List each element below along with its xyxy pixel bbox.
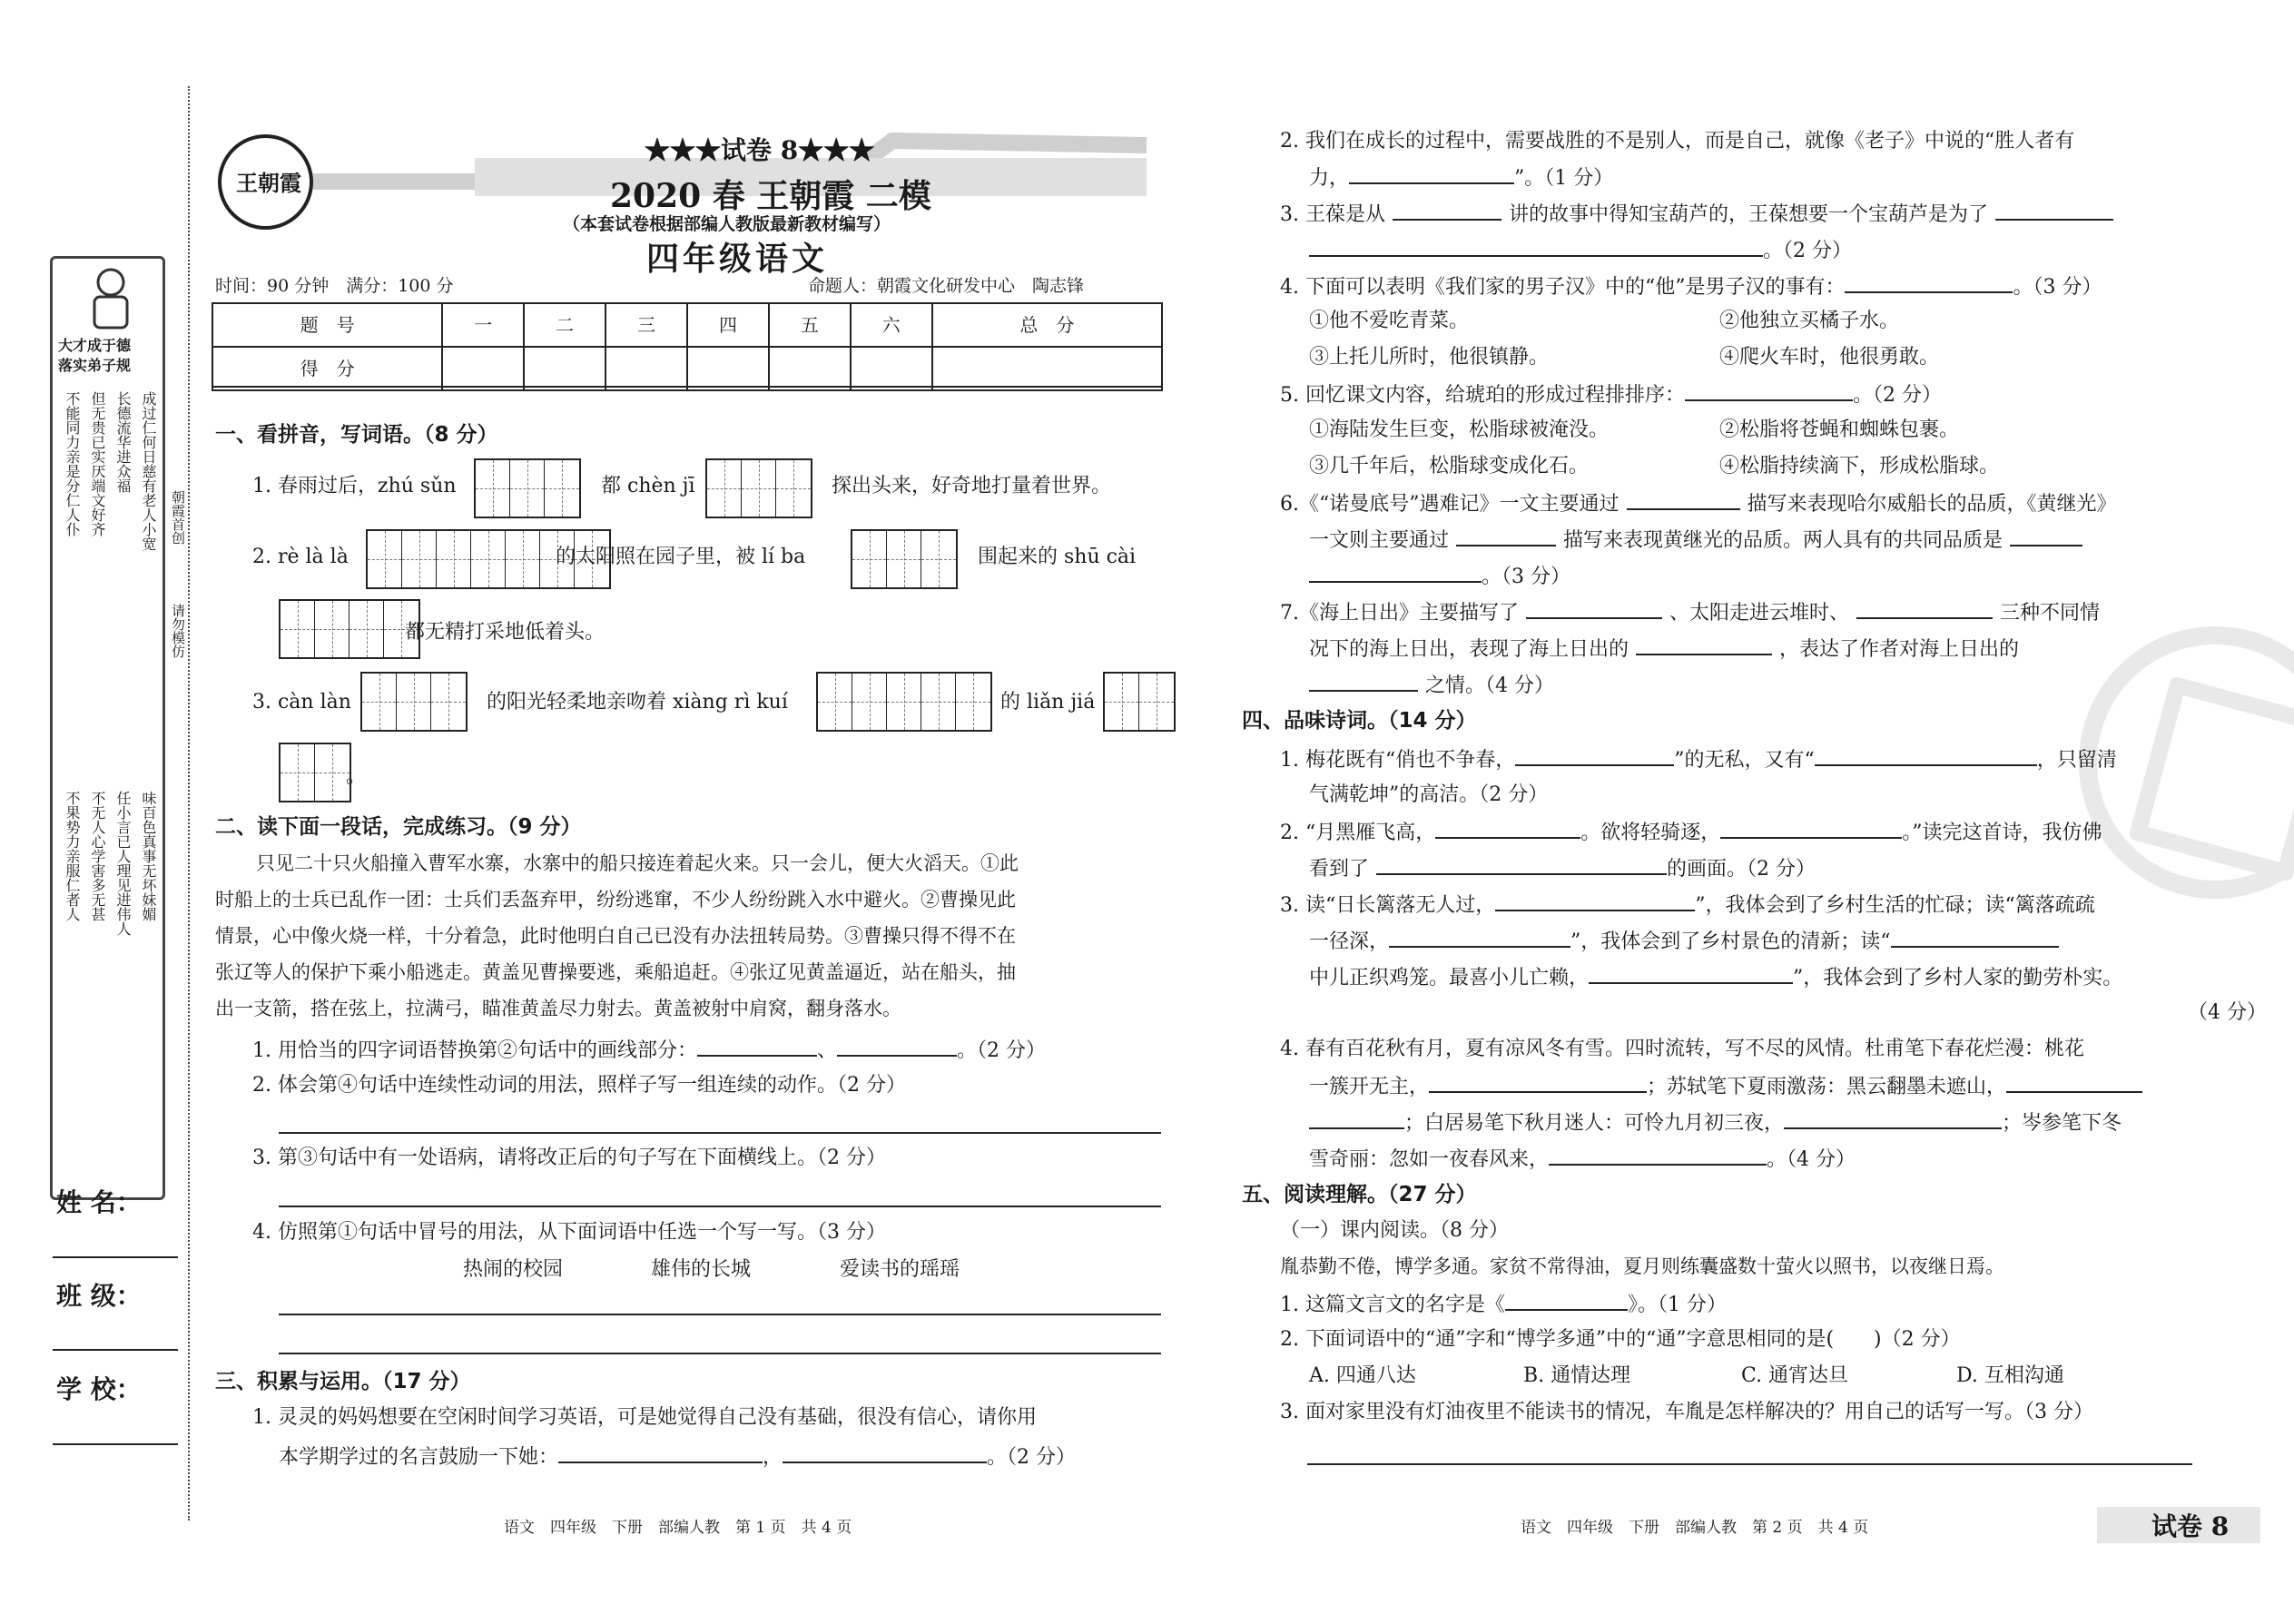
class-field[interactable] xyxy=(53,1349,178,1351)
q3-1-prompt: 本学期学过的名言鼓励一下她： xyxy=(279,1446,559,1469)
option: ③上托儿所时，他很镇静。 xyxy=(1309,346,1550,369)
r-text: 6.《“诺曼底号”遇难记》一文主要通过 xyxy=(1280,493,1620,516)
sidebar-col: 不能同力亲是分仁人仆 xyxy=(64,391,81,536)
r-text: 描写来表现黄继光的品质。两人具有的共同品质是 xyxy=(1563,529,2004,552)
sidebar-col: 长德流华进众福 xyxy=(114,391,132,493)
r-text: 三种不同情 xyxy=(2000,602,2101,625)
sidebar-motto-1: 大才成于德 xyxy=(58,337,132,354)
q1-1-text-a: 1. 春雨过后，zhú sǔn xyxy=(252,475,457,497)
answer-blank[interactable] xyxy=(1995,201,2113,221)
r-text: 况下的海上日出，表现了海上日出的 xyxy=(1309,638,1629,661)
r-text: 雪奇丽：忽如一夜春风来， xyxy=(1309,1148,1550,1171)
score-table xyxy=(212,302,1163,391)
section-1-title: 一、看拼音，写词语。（8 分） xyxy=(215,423,498,447)
r-text: 、太阳走进云堆时、 xyxy=(1669,602,1850,625)
r-line xyxy=(1280,1291,1727,1319)
r-text: 讲的故事中得知宝葫芦的，王葆想要一个宝葫芦是为了 xyxy=(1508,203,1988,226)
option-word: 热闹的校园 xyxy=(463,1258,564,1281)
q2-3-text: 3. 第③句话中有一处语病，请将改正后的句子写在下面横线上。（2 分） xyxy=(252,1147,886,1169)
r-line xyxy=(1309,1073,2142,1101)
option: ①他不爱吃青菜。 xyxy=(1309,310,1470,332)
exam-subtitle: （本套试卷根据部编人教版最新教材编写） xyxy=(563,214,891,234)
sidebar-col: 但无贵已实厌端文好齐 xyxy=(89,391,106,536)
r-line xyxy=(1280,381,1942,409)
choice-option: A. 四通八达 xyxy=(1309,1364,1416,1387)
answer-blank[interactable] xyxy=(1515,746,1674,766)
r-text: 1. 这篇文言文的名字是《 xyxy=(1280,1294,1505,1316)
r-line: （一）课内阅读。（8 分） xyxy=(1280,1219,1509,1242)
score-header-cell: 四 xyxy=(687,303,769,347)
answer-line[interactable] xyxy=(279,1132,1161,1134)
r-text: 一文则主要通过 xyxy=(1309,529,1450,552)
r-line xyxy=(1280,273,2102,301)
option: ②松脂将苍蝇和蜘蛛包裹。 xyxy=(1719,418,1960,441)
exam-title: 2020 春 王朝霞 二模 xyxy=(610,177,931,215)
answer-blank[interactable] xyxy=(1456,527,1556,546)
r-line xyxy=(1280,599,2100,627)
q2-2-text: 2. 体会第④句话中连续性动词的用法，照样子写一组连续的动作。（2 分） xyxy=(252,1074,906,1097)
score-cell[interactable] xyxy=(605,347,687,390)
sidebar-col: 不果势力亲服仁者人 xyxy=(64,791,81,921)
r-line xyxy=(1280,746,2117,774)
answer-blank[interactable] xyxy=(1309,563,1482,583)
r-text: 。（3 分） xyxy=(2013,276,2102,299)
sidebar-columns xyxy=(58,391,160,1190)
subject-title: 四年级语文 xyxy=(646,240,829,278)
r-text: ”，我体会到了乡村人家的勤劳朴实。 xyxy=(1793,967,2123,989)
answer-blank[interactable] xyxy=(1685,381,1853,401)
q3-1-text-b xyxy=(279,1443,1076,1471)
r-text: 力， xyxy=(1309,167,1350,190)
r-text: 之情。（4 分） xyxy=(1425,674,1554,697)
q1-1-text-c: 探出头来，好奇地打量着世界。 xyxy=(832,475,1112,497)
q2-1-score: 。（2 分） xyxy=(957,1039,1047,1062)
r-line xyxy=(1309,237,1852,265)
q3-1-text-a: 1. 灵灵的妈妈想要在空闲时间学习英语，可是她觉得自己没有基础，很没有信心，请你用 xyxy=(252,1406,1037,1429)
r-text: 5. 回忆课文内容，给琥珀的形成过程排排序： xyxy=(1280,384,1685,407)
sidebar-col: 不无人心学害多无甚 xyxy=(89,791,106,921)
pinyin-grid[interactable] xyxy=(279,599,420,659)
score-header-cell: 六 xyxy=(851,303,932,347)
answer-blank[interactable] xyxy=(1309,672,1418,692)
score-header-cell: 三 xyxy=(605,303,687,347)
answer-blank[interactable] xyxy=(1309,237,1763,257)
q1-3-text-c: 的 liǎn jiá xyxy=(1000,691,1096,714)
answer-blank[interactable] xyxy=(783,1443,987,1463)
answer-blank[interactable] xyxy=(1856,599,1993,619)
answer-blank[interactable] xyxy=(1429,1073,1647,1093)
score-header-cell: 二 xyxy=(524,303,605,347)
passage-line: 情景，心中像火烧一样，十分着急，此时他明白自己已没有办法扭转局势。③曹操只得不得不在 xyxy=(215,925,1016,947)
r-text: ；岑参笔下冬 xyxy=(2002,1112,2122,1135)
q1-3-text-a: 3. càn làn xyxy=(252,691,351,714)
r-line xyxy=(1309,1109,2122,1137)
score-cell[interactable] xyxy=(524,347,605,390)
class-label: 班 级： xyxy=(56,1281,142,1311)
option: ③几千年后，松脂球变成化石。 xyxy=(1309,455,1590,477)
r-text: 2. “月黑雁飞高， xyxy=(1280,822,1436,844)
option: ④爬火车时，他很勇敢。 xyxy=(1719,346,1940,369)
pinyin-grid[interactable] xyxy=(279,743,351,802)
q2-1-prompt: 1. 用恰当的四字词语替换第②句话中的画线部分： xyxy=(252,1039,697,1062)
score-cell[interactable] xyxy=(687,347,769,390)
r-text: 。”读完这首诗，我仿佛 xyxy=(1902,822,2102,844)
r-line xyxy=(1309,635,2019,664)
answer-line[interactable] xyxy=(279,1206,1161,1207)
r-text: ；白居易笔下秋月迷人：可怜九月初三夜， xyxy=(1404,1112,1785,1135)
exam-number: ★★★试卷 8★★★ xyxy=(645,135,875,165)
q1-1-text-b: 都 chèn jī xyxy=(601,475,695,497)
r-text: 。（4 分） xyxy=(1767,1148,1856,1171)
r-line: （4 分） xyxy=(2188,1001,2267,1024)
q1-2-text-c: 围起来的 shū cài xyxy=(978,546,1137,568)
answer-blank[interactable] xyxy=(1435,819,1580,839)
answer-blank[interactable] xyxy=(1549,1146,1767,1166)
sidebar-col: 成过仁何日慈有老人小宽 xyxy=(140,391,157,551)
r-text: 7.《海上日出》主要描写了 xyxy=(1280,602,1519,625)
r-line xyxy=(1280,891,2095,920)
motto-sidebar xyxy=(50,256,165,1200)
logo-seal xyxy=(218,134,313,230)
score-row xyxy=(212,347,1162,390)
passage-line: 张辽等人的保护下乘小船逃走。黄盖见曹操要逃，乘船追赶。④张辽见黄盖逼近，站在船头，抽 xyxy=(215,961,1016,983)
answer-blank[interactable] xyxy=(1393,201,1501,221)
school-label: 学 校： xyxy=(56,1374,142,1404)
answer-blank[interactable] xyxy=(1526,599,1662,619)
r-text: ”，我体会到了乡村生活的忙碌；读“篱落疏疏 xyxy=(1695,894,2095,917)
answer-blank[interactable] xyxy=(1784,1109,2002,1129)
q3-1-score: 。（2 分） xyxy=(987,1446,1077,1469)
page-footer-right: 语文 四年级 下册 部编人教 第 2 页 共 4 页 xyxy=(1521,1519,1869,1537)
passage-line: 只见二十只火船撞入曹军水寨，水寨中的船只接连着起火来。只一会儿，便大火滔天。①此 xyxy=(256,852,1019,874)
r-text: 》。（1 分） xyxy=(1627,1294,1727,1316)
answer-blank[interactable] xyxy=(1349,164,1514,184)
sidebar-motto-2: 落实弟子规 xyxy=(58,357,132,374)
section-5-title: 五、阅读理解。（27 分） xyxy=(1242,1183,1477,1206)
option: ①海陆发生巨变，松脂球被淹没。 xyxy=(1309,418,1610,441)
name-label: 姓 名： xyxy=(56,1187,142,1217)
r-line: 2. 下面词语中的“通”字和“博学多通”中的“通”字意思相同的是( )（2 分） xyxy=(1280,1328,1961,1351)
section-4-title: 四、品味诗词。（14 分） xyxy=(1242,709,1477,733)
r-line xyxy=(1280,201,2113,229)
r-text: 。（3 分） xyxy=(1482,566,1570,588)
choice-option: D. 互相沟通 xyxy=(1956,1364,2064,1387)
r-text: 中儿正织鸡笼。最喜小儿亡赖， xyxy=(1309,967,1590,989)
q1-2-text-a: 2. rè là là xyxy=(252,546,349,568)
q2-1-text xyxy=(252,1037,1046,1065)
r-text: 一径深， xyxy=(1309,930,1390,953)
q1-2-text-b: 的太阳照在园子里，被 lí ba xyxy=(556,546,806,568)
r-line xyxy=(1280,819,2102,847)
r-text: 的画面。（2 分） xyxy=(1667,858,1816,881)
answer-blank[interactable] xyxy=(2010,527,2082,546)
r-text: ；苏轼笔下夏雨激荡：黑云翻墨未遮山， xyxy=(1647,1076,2007,1098)
score-header-cell: 一 xyxy=(442,303,524,347)
sidebar-col: 任小言已人理见进伟人 xyxy=(114,791,132,936)
r-line xyxy=(1309,1146,1856,1174)
answer-line[interactable] xyxy=(1307,1463,2192,1465)
exam-author: 命题人：朝霞文化研发中心 陶志锋 xyxy=(808,276,1085,296)
school-field[interactable] xyxy=(53,1443,178,1445)
r-line xyxy=(1309,964,2122,992)
q1-3-text-b: 的阳光轻柔地亲吻着 xiàng rì kuí xyxy=(487,691,788,714)
option-word: 爱读书的瑶瑶 xyxy=(840,1258,960,1281)
r-text: 4. 下面可以表明《我们家的男子汉》中的“他”是男子汉的事有： xyxy=(1280,276,1846,299)
r-line xyxy=(1309,563,1570,591)
answer-blank[interactable] xyxy=(697,1037,817,1057)
corner-exam-label: 试卷 8 xyxy=(2151,1511,2230,1541)
r-text: 看到了 xyxy=(1309,858,1370,881)
r-line: 3. 面对家里没有灯油夜里不能读书的情况，车胤是怎样解决的？用自己的话写一写。（3 分） xyxy=(1280,1401,2093,1423)
section-3-title: 三、积累与运用。（17 分） xyxy=(215,1370,471,1393)
score-header-cell: 总 分 xyxy=(932,303,1162,347)
fold-mark: 请勿模仿 xyxy=(170,604,186,658)
fold-line xyxy=(188,86,190,1521)
pinyin-grid[interactable] xyxy=(474,458,581,518)
option: ④松脂持续滴下，形成松脂球。 xyxy=(1719,455,2000,477)
score-cell[interactable] xyxy=(932,347,1162,390)
r-line: 2. 我们在成长的过程中，需要战胜的不是别人，而是自己，就像《老子》中说的“胜人者有 xyxy=(1280,130,2075,153)
r-line xyxy=(1309,855,1816,883)
pinyin-grid[interactable] xyxy=(705,458,812,518)
answer-blank[interactable] xyxy=(1589,964,1793,984)
score-header-cell: 五 xyxy=(769,303,851,347)
score-cell[interactable] xyxy=(851,347,932,390)
answer-blank[interactable] xyxy=(1636,635,1772,655)
r-line xyxy=(1309,527,2082,555)
r-text: ，只留清 xyxy=(2036,749,2117,772)
r-text: 3. 王葆是从 xyxy=(1280,203,1385,226)
answer-blank[interactable] xyxy=(1720,819,1902,839)
r-text: ”，我体会到了乡村景色的清新；读“ xyxy=(1570,930,1891,953)
answer-blank[interactable] xyxy=(1309,1109,1404,1129)
r-text: ”的无私，又有“ xyxy=(1674,749,1815,772)
answer-blank[interactable] xyxy=(1815,746,2037,766)
corner-badge xyxy=(2097,1507,2260,1543)
answer-line[interactable] xyxy=(279,1353,1161,1354)
answer-blank[interactable] xyxy=(1891,928,2059,948)
section-2-title: 二、读下面一段话，完成练习。（9 分） xyxy=(215,815,582,839)
choice-option: B. 通情达理 xyxy=(1523,1364,1631,1387)
r-text: 。（2 分） xyxy=(1763,240,1852,262)
r-text: ，表达了作者对海上日出的 xyxy=(1779,638,2020,661)
pinyin-grid[interactable] xyxy=(851,529,958,589)
answer-blank[interactable] xyxy=(837,1037,957,1057)
classical-text: 胤恭勤不倦，博学多通。家贫不常得油，夏月则练囊盛数十萤火以照书，以夜继日焉。 xyxy=(1280,1255,2004,1277)
score-cell[interactable] xyxy=(442,347,524,390)
r-text: 一簇开无主， xyxy=(1309,1076,1430,1098)
r-text: 1. 梅花既有“俏也不争春， xyxy=(1280,749,1516,772)
r-text: ”。（1 分） xyxy=(1514,167,1614,190)
r-line: 4. 春有百花秋有月，夏有凉风冬有雪。四时流转，写不尽的风情。杜甫笔下春花烂漫：桃花 xyxy=(1280,1038,2084,1060)
r-text: 描写来表现哈尔威船长的品质，《黄继光》 xyxy=(1747,493,2117,516)
name-field[interactable] xyxy=(53,1256,178,1258)
fold-mark: 朝霞首创 xyxy=(170,490,186,545)
header-divider xyxy=(212,386,1163,388)
answer-blank[interactable] xyxy=(2006,1073,2142,1093)
logo-text: 王朝霞 xyxy=(236,170,301,196)
pinyin-grid[interactable] xyxy=(360,672,468,732)
answer-blank[interactable] xyxy=(1845,273,2013,293)
r-line xyxy=(1309,928,2059,956)
r-text: 。（2 分） xyxy=(1853,384,1942,407)
answer-blank[interactable] xyxy=(1627,490,1740,510)
r-text: 。欲将轻骑逐， xyxy=(1580,822,1721,844)
q3-1-sep: ， xyxy=(763,1446,783,1469)
option: ②他独立买橘子水。 xyxy=(1719,310,1900,332)
option-word: 雄伟的长城 xyxy=(651,1258,752,1281)
exam-time: 时间：90 分钟 满分：100 分 xyxy=(215,276,454,296)
pinyin-grid[interactable] xyxy=(816,672,992,732)
q1-3-text-d: 。 xyxy=(346,765,367,788)
score-header-row xyxy=(212,303,1162,347)
passage-line: 时船上的士兵已乱作一团：士兵们丢盔弃甲，纷纷逃窜，不少人纷纷跳入水中避火。②曹操见此 xyxy=(215,889,1016,910)
r-text: 3. 读“日长篱落无人过， xyxy=(1280,894,1496,917)
q2-1-sep: 、 xyxy=(817,1039,838,1062)
answer-blank[interactable] xyxy=(558,1443,763,1463)
passage-line: 出一支箭，搭在弦上，拉满弓，瞄准黄盖尽力射去。黄盖被射中肩窝，翻身落水。 xyxy=(215,998,901,1019)
answer-blank[interactable] xyxy=(1495,891,1695,911)
score-cell[interactable] xyxy=(769,347,851,390)
page-footer-left: 语文 四年级 下册 部编人教 第 1 页 共 4 页 xyxy=(504,1519,852,1537)
q1-2-text-d: 都无精打采地低着头。 xyxy=(405,621,605,644)
score-header-cell: 题 号 xyxy=(212,303,442,347)
choice-option: C. 通宵达旦 xyxy=(1741,1364,1849,1387)
scholar-icon xyxy=(84,264,138,331)
r-line xyxy=(1309,672,1554,700)
r-line xyxy=(1309,164,1613,192)
answer-blank[interactable] xyxy=(1376,855,1667,875)
answer-line[interactable] xyxy=(279,1314,1161,1315)
pinyin-grid[interactable] xyxy=(1103,672,1176,732)
sidebar-col: 味百色真事无坏妹媚 xyxy=(140,791,157,921)
r-line xyxy=(1280,490,2117,518)
r-line: 气满乾坤”的高洁。（2 分） xyxy=(1309,783,1549,806)
answer-blank[interactable] xyxy=(1505,1291,1628,1311)
answer-blank[interactable] xyxy=(1389,928,1570,948)
score-label-cell: 得 分 xyxy=(212,347,442,390)
q2-4-text: 4. 仿照第①句话中冒号的用法，从下面词语中任选一个写一写。（3 分） xyxy=(252,1221,886,1244)
